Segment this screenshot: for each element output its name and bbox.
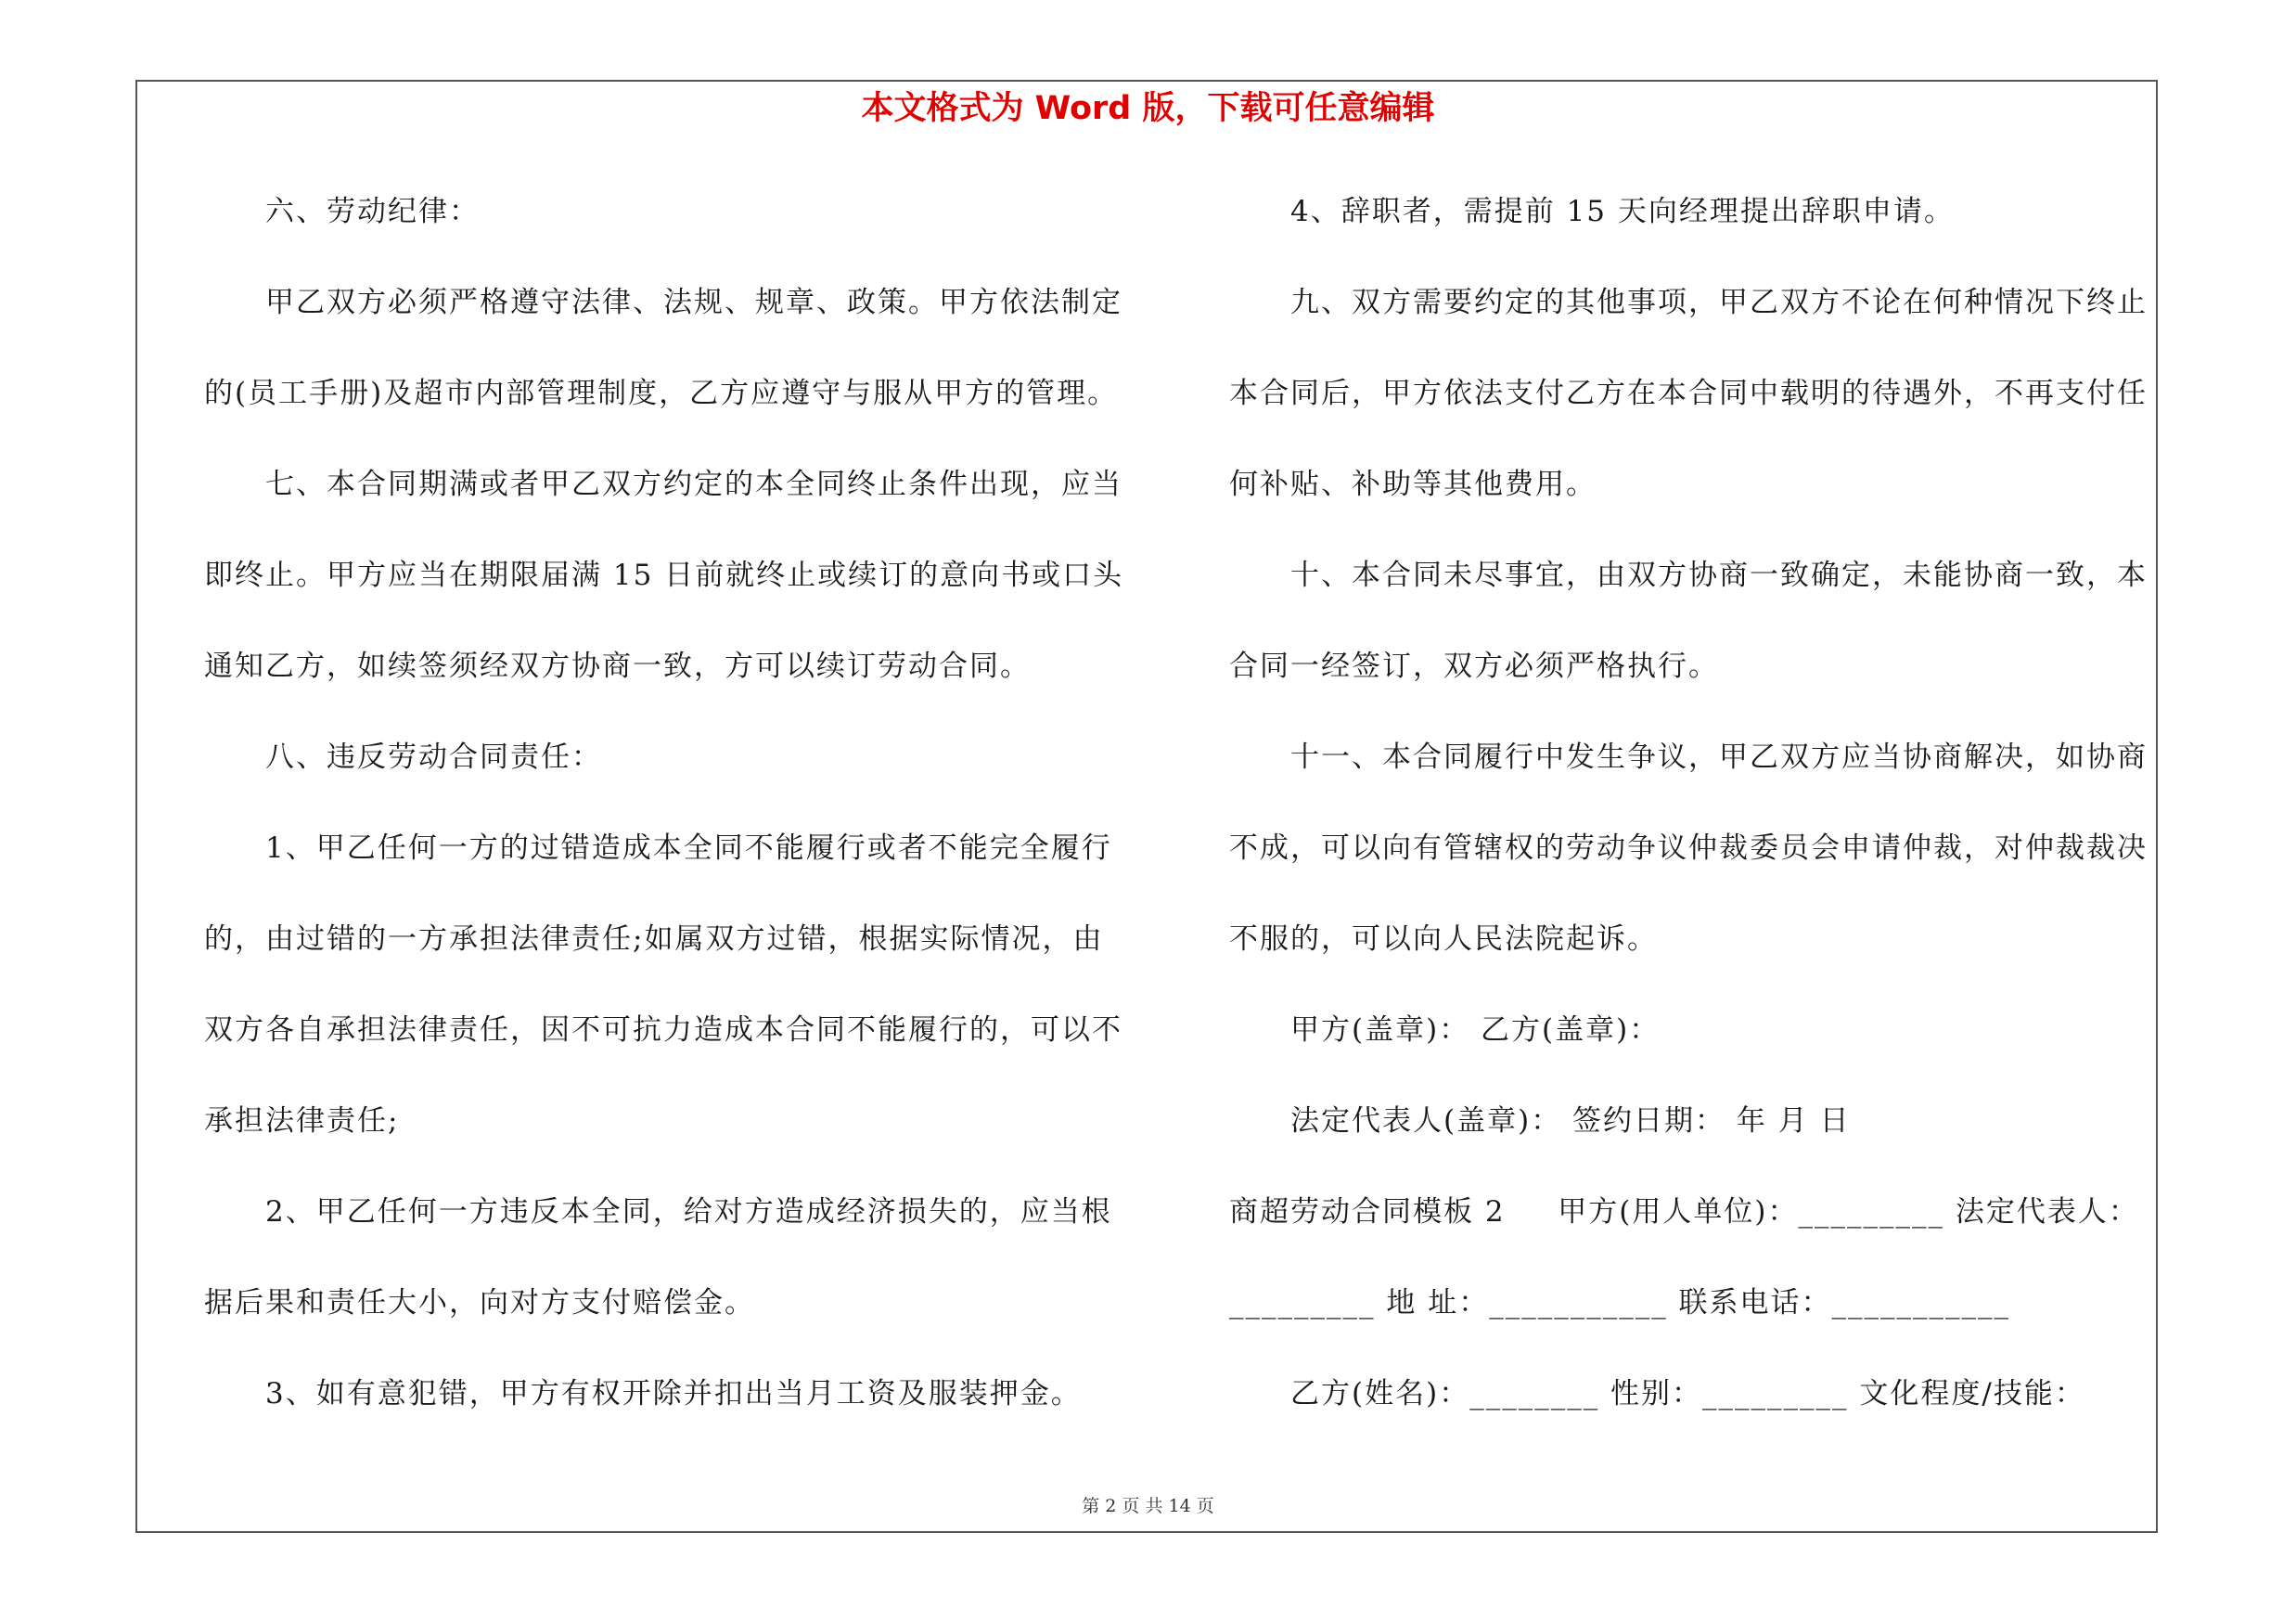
template-header-line: 商超劳动合同模板 2 甲方(用人单位)：_________ 法定代表人： bbox=[1229, 1195, 2139, 1229]
text-line: 据后果和责任大小，向对方支付赔偿金。 bbox=[204, 1286, 755, 1320]
text-line: 3、如有意犯错，甲方有权开除并扣出当月工资及服装押金。 bbox=[265, 1377, 1082, 1410]
date-line: 法定代表人(盖章)： 签约日期： 年 月 日 bbox=[1290, 1104, 1851, 1138]
text-line: 不成，可以向有管辖权的劳动争议仲裁委员会申请仲裁，对仲裁裁决 bbox=[1229, 831, 2148, 865]
text-line: 十一、本合同履行中发生争议，甲乙双方应当协商解决，如协商 bbox=[1290, 741, 2148, 774]
text-line: 七、本合同期满或者甲乙双方约定的本全同终止条件出现，应当 bbox=[265, 468, 1122, 501]
page-number-footer: 第 2 页 共 14 页 bbox=[1082, 1496, 1214, 1516]
text-line: 九、双方需要约定的其他事项，甲乙双方不论在何种情况下终止 bbox=[1290, 286, 2148, 319]
text-line: 4、辞职者，需提前 15 天向经理提出辞职申请。 bbox=[1290, 195, 1955, 228]
text-line: 本合同后，甲方依法支付乙方在本合同中载明的待遇外，不再支付任 bbox=[1229, 377, 2148, 410]
text-line: 的，由过错的一方承担法律责任;如属双方过错，根据实际情况，由 bbox=[204, 922, 1104, 956]
text-line: 承担法律责任; bbox=[204, 1104, 400, 1138]
text-line: 八、违反劳动合同责任： bbox=[265, 741, 602, 774]
address-line: _________ 地 址：___________ 联系电话：___________ bbox=[1229, 1286, 2011, 1320]
text-line: 合同一经签订，双方必须严格执行。 bbox=[1229, 650, 1719, 683]
text-line: 不服的，可以向人民法院起诉。 bbox=[1229, 922, 1658, 956]
text-line: 双方各自承担法律责任，因不可抗力造成本合同不能履行的，可以不 bbox=[204, 1013, 1122, 1047]
right-column bbox=[1229, 182, 2157, 1455]
signature-line: 甲方(盖章)： 乙方(盖章)： bbox=[1290, 1013, 1661, 1047]
text-line: 甲乙双方必须严格遵守法律、法规、规章、政策。甲方依法制定 bbox=[265, 286, 1122, 319]
format-notice-banner: 本文格式为 Word 版，下载可任意编辑 bbox=[861, 90, 1435, 127]
text-line: 2、甲乙任何一方违反本全同，给对方造成经济损失的，应当根 bbox=[265, 1195, 1112, 1229]
text-line: 即终止。甲方应当在期限届满 15 日前就终止或续订的意向书或口头 bbox=[204, 559, 1124, 592]
left-column bbox=[204, 182, 1141, 1455]
employee-info-line: 乙方(姓名)：________ 性别：_________ 文化程度/技能： bbox=[1290, 1377, 2085, 1410]
text-line: 1、甲乙任何一方的过错造成本全同不能履行或者不能完全履行 bbox=[265, 831, 1112, 865]
text-line: 六、劳动纪律： bbox=[265, 195, 480, 228]
text-line: 何补贴、补助等其他费用。 bbox=[1229, 468, 1597, 501]
text-line: 的(员工手册)及超市内部管理制度，乙方应遵守与服从甲方的管理。 bbox=[204, 377, 1119, 410]
text-line: 十、本合同未尽事宜，由双方协商一致确定，未能协商一致，本 bbox=[1290, 559, 2148, 592]
text-line: 通知乙方，如续签须经双方协商一致，方可以续订劳动合同。 bbox=[204, 650, 1031, 683]
